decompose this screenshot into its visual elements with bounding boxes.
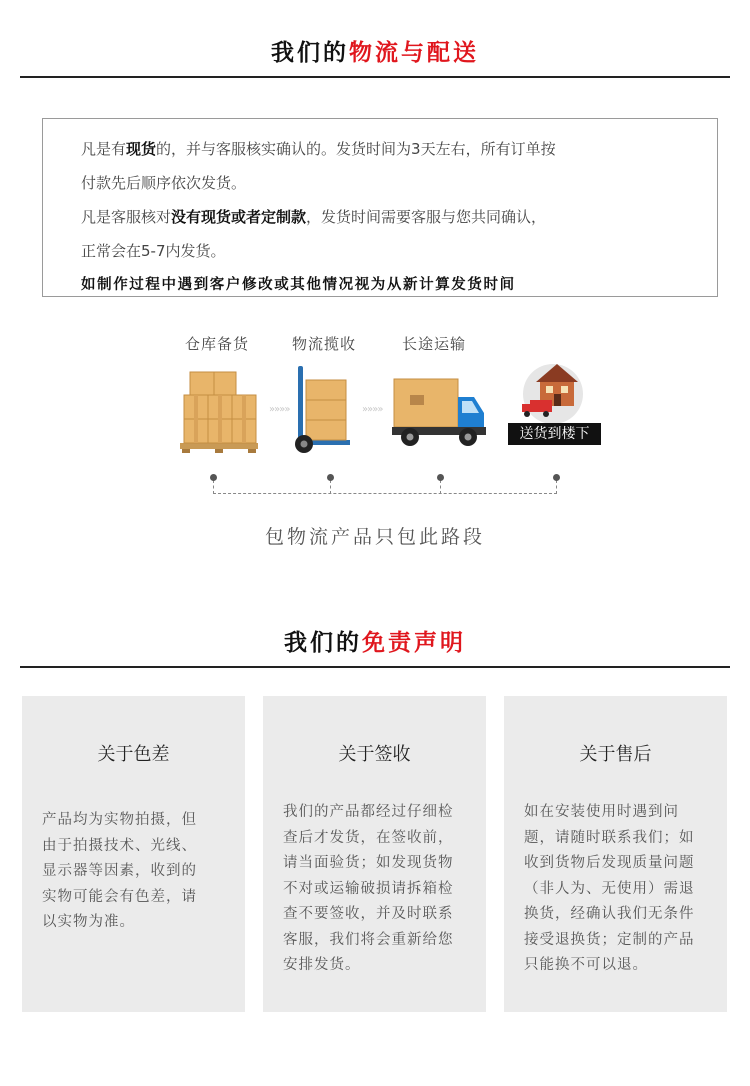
disclaimer-title: 我们的免责声明 bbox=[284, 630, 466, 656]
card-title: 关于售后 bbox=[579, 744, 652, 765]
house-delivery-icon bbox=[514, 358, 592, 424]
card-line: （非人为、无使用）需退 bbox=[524, 880, 695, 897]
card-line: 以实物为准。 bbox=[42, 914, 135, 930]
card-line: 由于拍摄技术、光线、 bbox=[42, 837, 197, 854]
step-label-door-delivery: 送货到楼下 bbox=[508, 423, 601, 445]
timeline-dot bbox=[553, 474, 560, 481]
card-line: 客服，我们将会重新给您 bbox=[283, 931, 454, 948]
card-line: 查后才发货，在签收前， bbox=[283, 829, 454, 846]
notes-line-5: 如制作过程中遇到客户修改或其他情况视为从新计算发货时间 bbox=[81, 277, 516, 293]
step-label-transport: 长途运输 bbox=[402, 335, 467, 353]
card-color-difference bbox=[22, 696, 245, 1012]
card-title: 关于签收 bbox=[338, 744, 411, 765]
timeline-dot bbox=[437, 474, 444, 481]
card-title: 关于色差 bbox=[97, 744, 170, 765]
disclaimer-title-rule bbox=[20, 666, 730, 668]
route-timeline bbox=[213, 474, 557, 496]
warehouse-boxes-icon bbox=[176, 364, 262, 454]
notes-line-2: 付款先后顺序依次发货。 bbox=[81, 174, 247, 192]
notes-line-1: 凡是有现货的，并与客服核实确认的。发货时间为3天左右，所有订单按 bbox=[81, 140, 556, 158]
card-line: 只能换不可以退。 bbox=[524, 957, 648, 973]
hand-truck-icon bbox=[292, 364, 356, 454]
card-line: 接受退换货；定制的产品 bbox=[524, 931, 695, 948]
card-body bbox=[283, 800, 472, 979]
disclaimer-section-header bbox=[0, 628, 750, 668]
card-body bbox=[524, 800, 713, 979]
card-line: 安排发货。 bbox=[283, 957, 361, 973]
shipping-notes-box bbox=[42, 118, 718, 297]
logistics-title-rule bbox=[20, 76, 730, 78]
card-line: 题，请随时联系我们；如 bbox=[524, 829, 695, 846]
timeline-stem bbox=[556, 480, 557, 494]
card-line: 请当面验货；如发现货物 bbox=[283, 855, 454, 871]
flow-arrow-2: »»»» bbox=[362, 404, 383, 415]
card-line: 产品均为实物拍摄，但 bbox=[42, 812, 197, 828]
card-line: 不对或运输破损请拆箱检 bbox=[283, 880, 454, 897]
notes-line-3: 凡是客服核对没有现货或者定制款，发货时间需要客服与您共同确认， bbox=[81, 208, 547, 226]
card-line: 显示器等因素，收到的 bbox=[42, 863, 197, 879]
logistics-title: 我们的物流与配送 bbox=[271, 40, 479, 66]
logistics-section-header bbox=[0, 38, 750, 78]
card-line: 查不要签收，并及时联系 bbox=[283, 906, 454, 922]
route-coverage-note: 包物流产品只包此路段 bbox=[264, 526, 485, 548]
card-sign-for-delivery bbox=[263, 696, 486, 1012]
card-body bbox=[42, 808, 231, 936]
step-label-warehouse: 仓库备货 bbox=[185, 335, 250, 353]
card-line: 实物可能会有色差，请 bbox=[42, 888, 197, 905]
timeline-stem bbox=[440, 480, 441, 494]
notes-line-4: 正常会在5-7内发货。 bbox=[81, 242, 226, 260]
card-line: 我们的产品都经过仔细检 bbox=[283, 804, 454, 820]
timeline-dot bbox=[327, 474, 334, 481]
timeline-stem bbox=[330, 480, 331, 494]
flow-arrow-1: »»»» bbox=[269, 404, 290, 415]
delivery-truck-icon bbox=[390, 375, 490, 450]
timeline-dashed-line bbox=[213, 493, 557, 494]
timeline-dot bbox=[210, 474, 217, 481]
card-after-sales bbox=[504, 696, 727, 1012]
card-line: 如在安装使用时遇到问 bbox=[524, 804, 679, 820]
card-line: 换货，经确认我们无条件 bbox=[524, 906, 695, 922]
timeline-stem bbox=[213, 480, 214, 494]
card-line: 收到货物后发现质量问题 bbox=[524, 855, 695, 871]
step-label-pickup: 物流揽收 bbox=[292, 335, 357, 353]
